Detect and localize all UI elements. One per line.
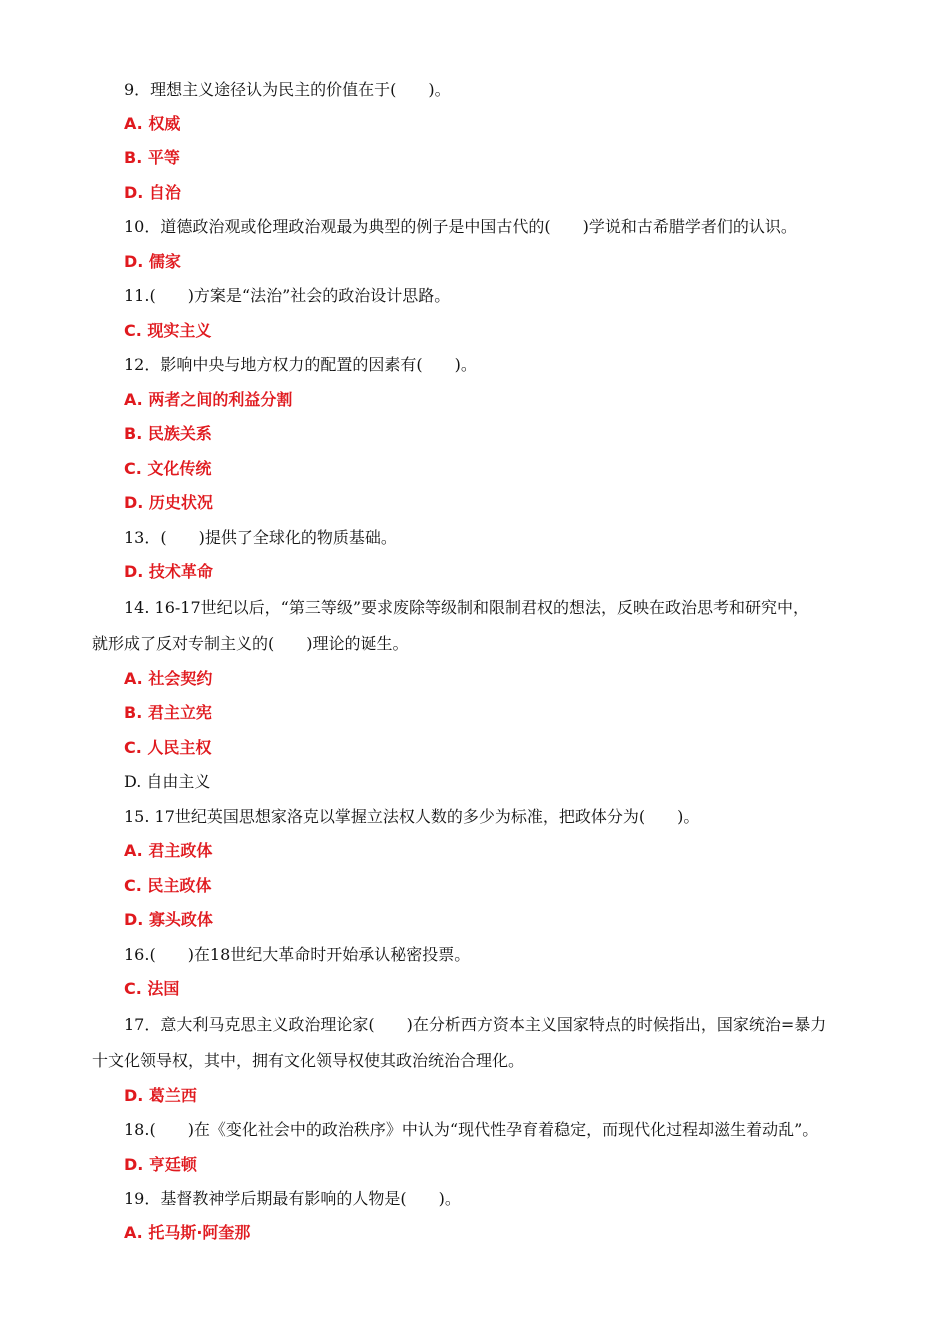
- answer-option-correct: C. 民主政体: [124, 876, 212, 895]
- question-text: 12．影响中央与地方权力的配置的因素有( )。: [124, 355, 477, 374]
- question-text: 17．意大利马克思主义政治理论家( )在分析西方资本主义国家特点的时候指出，国家统治=暴力: [124, 1015, 827, 1034]
- answer-option-correct: D. 葛兰西: [124, 1086, 197, 1105]
- question-text: 19．基督教神学后期最有影响的人物是( )。: [124, 1189, 461, 1208]
- answer-option-correct: B. 君主立宪: [124, 703, 212, 722]
- question-text: 18.( )在《变化社会中的政治秩序》中认为“现代性孕育着稳定，而现代化过程却滋生着动乱”。: [124, 1120, 819, 1139]
- answer-option-correct: C. 人民主权: [124, 738, 212, 757]
- question-text: 14. 16-17世纪以后，“第三等级”要求废除等级制和限制君权的想法，反映在政治思考和研究中，: [124, 598, 810, 617]
- answer-option-correct: A. 权威: [124, 114, 181, 133]
- answer-option-correct: C. 现实主义: [124, 321, 212, 340]
- question-text: 10．道德政治观或伦理政治观最为典型的例子是中国古代的( )学说和古希腊学者们的认识。: [124, 217, 797, 236]
- question-text-continued: 十文化领导权，其中，拥有文化领导权使其政治统治合理化。: [92, 1051, 525, 1070]
- answer-option-correct: D. 技术革命: [124, 562, 213, 581]
- answer-option-correct: D. 寡头政体: [124, 910, 213, 929]
- question-text: 15. 17世纪英国思想家洛克以掌握立法权人数的多少为标准，把政体分为( )。: [124, 807, 700, 826]
- answer-option-correct: D. 历史状况: [124, 493, 213, 512]
- question-text: 16.( )在18世纪大革命时开始承认秘密投票。: [124, 945, 471, 964]
- answer-option-correct: B. 民族关系: [124, 424, 212, 443]
- answer-option-correct: D. 亨廷顿: [124, 1155, 197, 1174]
- answer-option-correct: A. 社会契约: [124, 669, 213, 688]
- question-text-continued: 就形成了反对专制主义的( )理论的诞生。: [92, 634, 409, 653]
- answer-option-correct: C. 法国: [124, 979, 180, 998]
- answer-option-correct: B. 平等: [124, 148, 180, 167]
- question-text: 9．理想主义途径认为民主的价值在于( )。: [124, 80, 451, 99]
- answer-option-correct: A. 托马斯·阿奎那: [124, 1223, 251, 1242]
- answer-option-correct: A. 君主政体: [124, 841, 213, 860]
- answer-option-correct: D. 儒家: [124, 252, 181, 271]
- answer-option-correct: D. 自治: [124, 183, 181, 202]
- answer-option-correct: A. 两者之间的利益分割: [124, 390, 293, 409]
- answer-option-correct: C. 文化传统: [124, 459, 212, 478]
- answer-option: D. 自由主义: [124, 772, 211, 791]
- question-text: 13．( )提供了全球化的物质基础。: [124, 528, 397, 547]
- question-text: 11.( )方案是“法治”社会的政治设计思路。: [124, 286, 451, 305]
